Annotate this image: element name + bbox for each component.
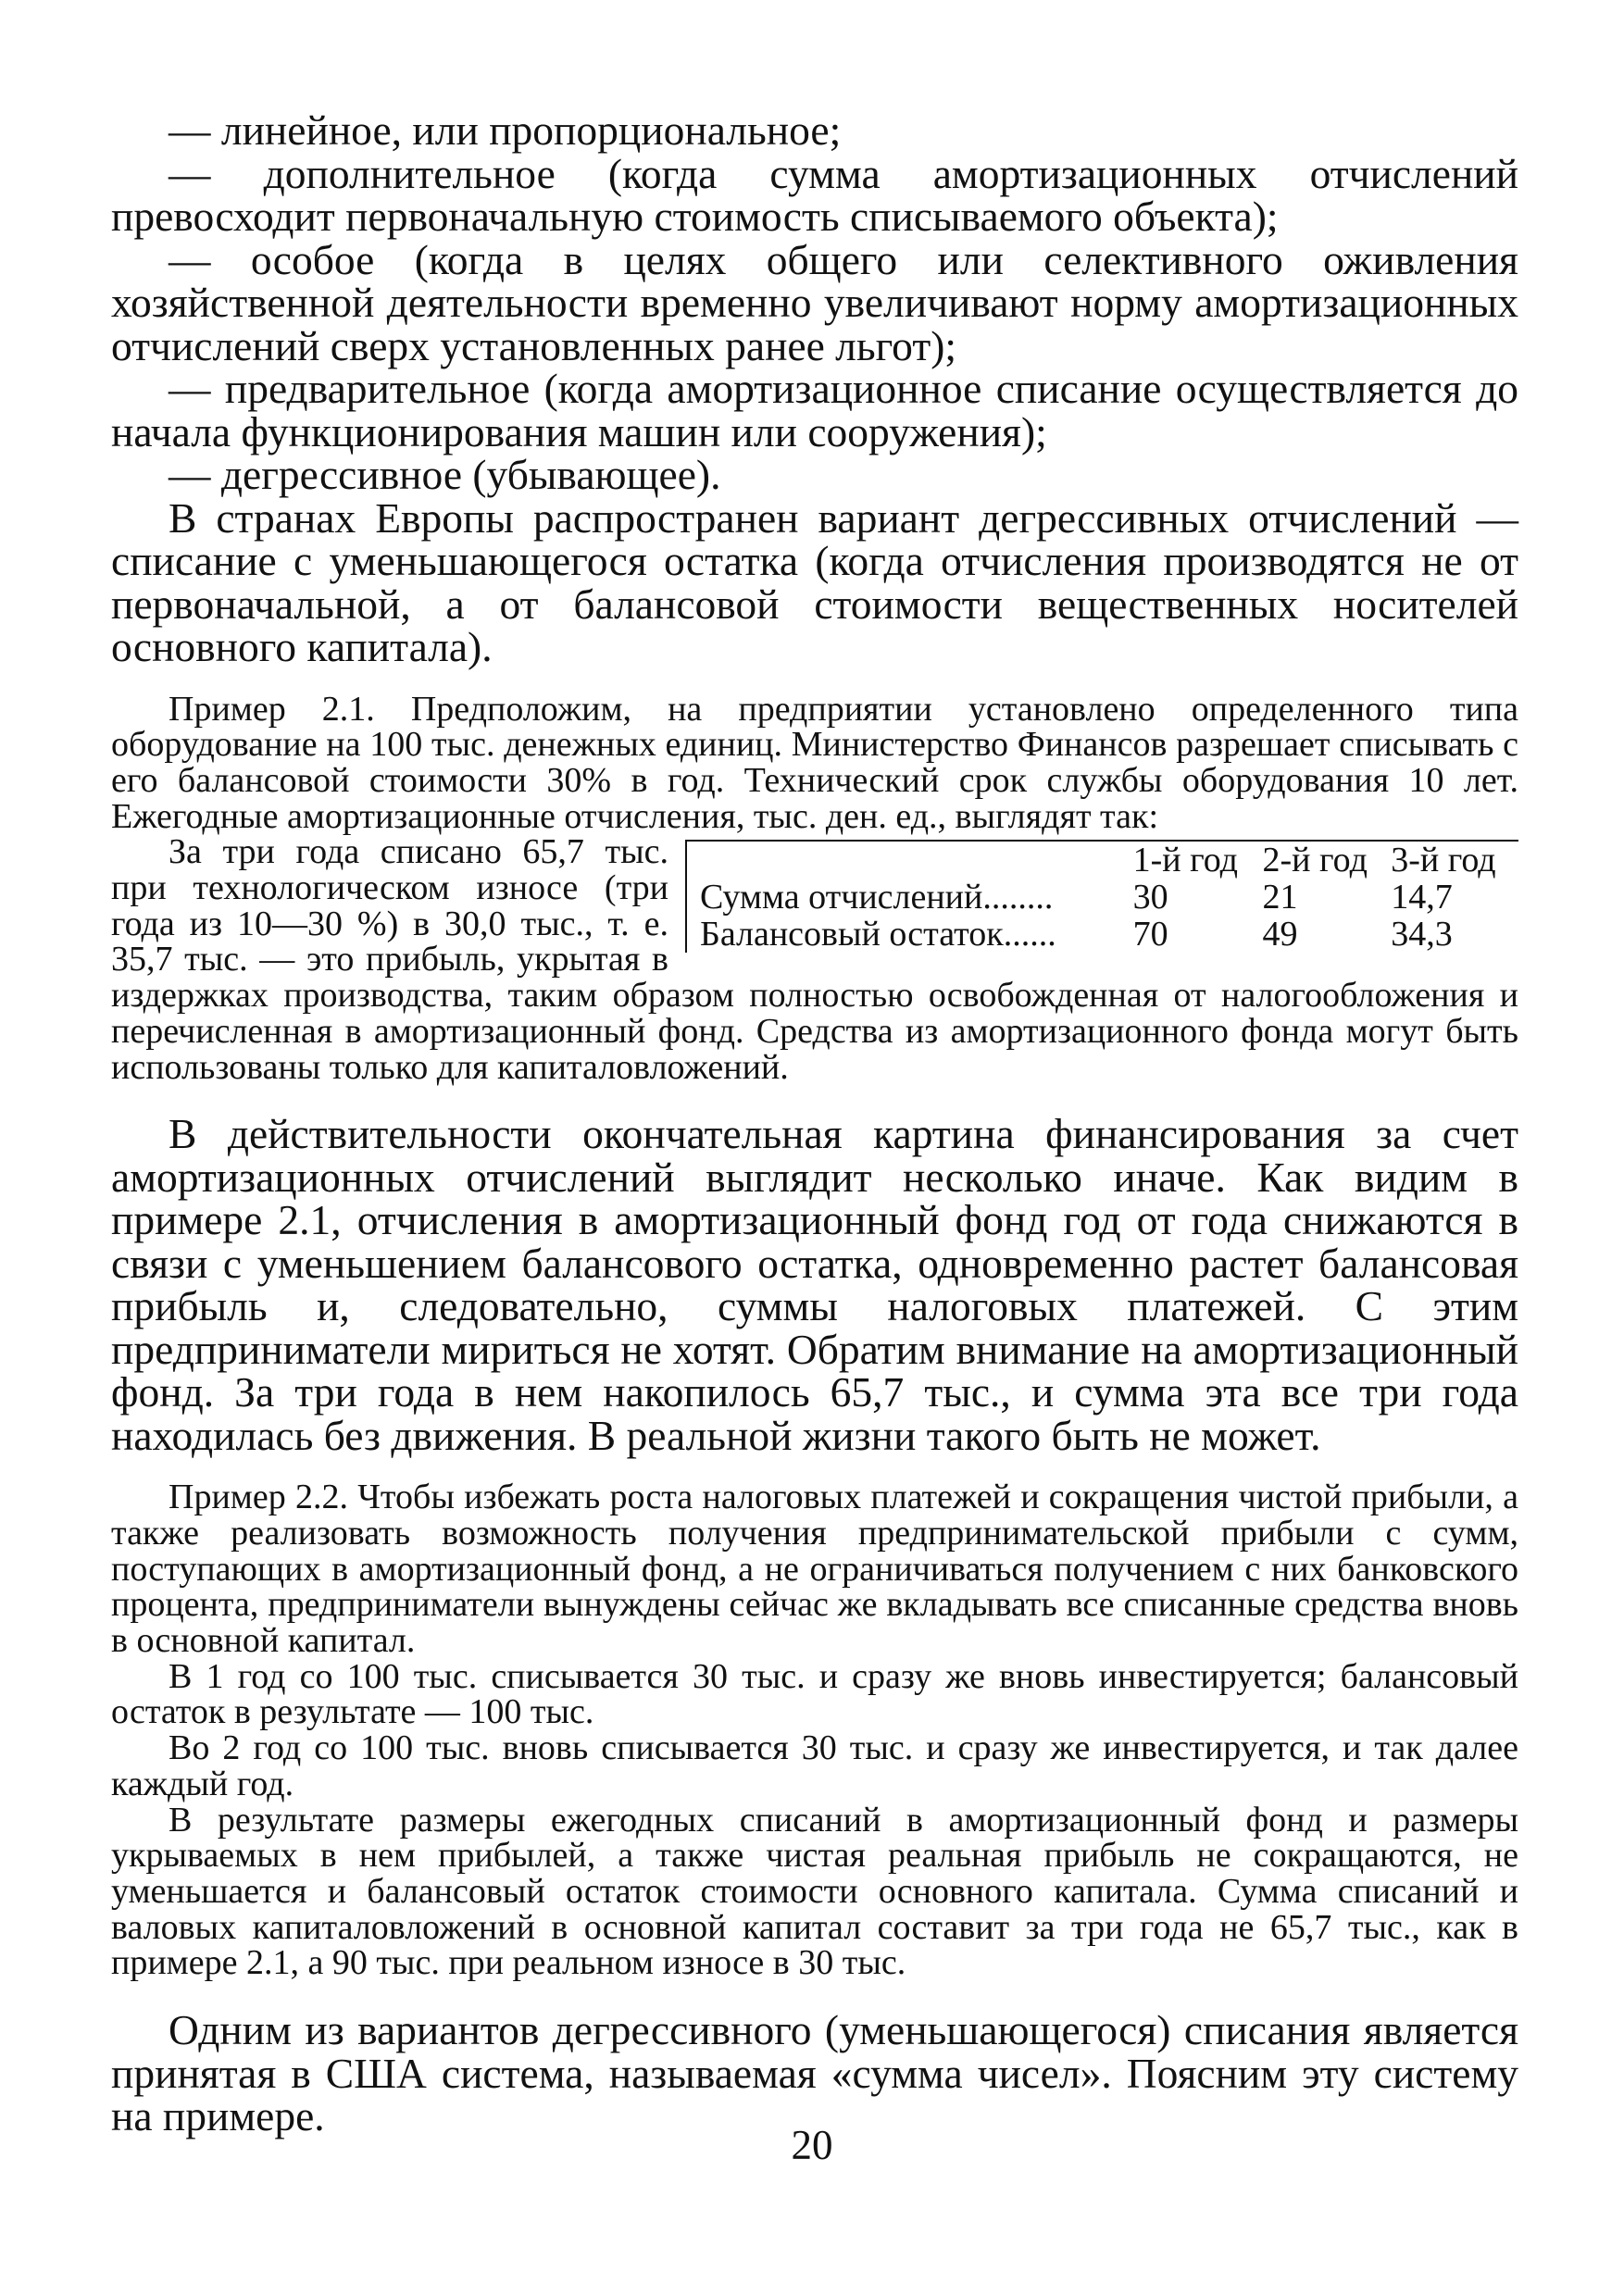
- table-header: 3-й год: [1391, 841, 1496, 880]
- example-2-2: [111, 1479, 1518, 1981]
- row-label: Сумма отчислений........: [686, 879, 1131, 916]
- page-body: [111, 106, 1518, 2140]
- example-2-2-paragraph: Пример 2.2. Чтобы избежать роста налоговых платежей и сокращения чистой прибыли, а также реализовать возможность получения предпринимательской прибыли с сумм, поступающих в амортизационный фонд, а не ограничиваться получением с них банковского процента, предприниматели вынуждены сейчас же вкладывать все списанные средства вновь в основной капитал.: [111, 1478, 1518, 1661]
- table-cell: 70: [1132, 915, 1168, 954]
- example-2-2-paragraph: В 1 год со 100 тыс. списывается 30 тыс. и сразу же вновь инвестируется; балансовый остаток в результате — 100 тыс.: [111, 1656, 1518, 1732]
- page-number: 20: [791, 2122, 833, 2168]
- paragraph-usa: Одним из вариантов дегрессивного (уменьшающегося) списания является принятая в США система, называемая «сумма чисел». Поясним эту систему на примере.: [111, 2006, 1518, 2140]
- table-cell: 30: [1132, 878, 1168, 917]
- table-header: 1-й год: [1132, 841, 1238, 880]
- table-row: [686, 879, 1518, 916]
- paragraph-europe: В странах Европы распространен вариант дегрессивных отчислений — списание с уменьшающегося остатка (когда отчисления производятся не от первоначальной, а от балансовой стоимости вещественных носителей основного капитала).: [111, 493, 1518, 670]
- table-cell: 21: [1262, 878, 1298, 917]
- table-row: [686, 916, 1518, 953]
- table-header-row: [686, 842, 1518, 879]
- list-item: — дополнительное (когда сумма амортизационных отчислений превосходит первоначальную стоимость списываемого объекта);: [111, 149, 1518, 240]
- table-cell: 14,7: [1391, 878, 1453, 917]
- table-cell: 34,3: [1391, 915, 1453, 954]
- section-reality: [111, 1110, 1518, 1459]
- list-item: — предварительное (когда амортизационное списание осуществляется до начала функционирования машин или сооружения);: [111, 365, 1518, 455]
- example-2-1-conclusion: За три года списано 65,7 тыс. при технологическом износе (три года из 10—30 %) в 30,0 тыс., т. е. 35,7 тыс. — это прибыль, укрытая в издержках производства, таким образом полностью освобожденная от налогообложения и перечисленная в амортизационный фонд. Средства из амортизационного фонда могут быть использованы только для капиталовложений.: [111, 832, 1518, 1087]
- depreciation-table: [685, 842, 1518, 953]
- example-2-1-intro: Пример 2.1. Предположим, на предприятии установлено определенного типа оборудование на 100 тыс. денежных единиц. Министерство Финансов разрешает списывать с его балансовой стоимости 30% в год. Технический срок службы оборудования 10 лет. Ежегодные амортизационные отчисления, тыс. ден. ед., выглядят так:: [111, 689, 1518, 836]
- row-label: Балансовый остаток......: [686, 916, 1131, 953]
- example-2-1: [111, 689, 1518, 1087]
- example-2-2-paragraph: Во 2 год со 100 тыс. вновь списывается 30 тыс. и сразу же инвестируется, и так далее каждый год.: [111, 1728, 1518, 1803]
- depreciation-types-list: [111, 106, 1518, 670]
- section-usa: [111, 2006, 1518, 2140]
- list-item: — дегрессивное (убывающее).: [169, 451, 721, 498]
- example-2-2-paragraph: В результате размеры ежегодных списаний в амортизационный фонд и размеры укрываемых в нем прибылей, а также чистая реальная прибыль не сокращаются, не уменьшается и балансовый остаток стоимости основного капитала. Сумма списаний и валовых капиталовложений в основной капитал составит за три года не 65,7 тыс., как в примере 2.1, а 90 тыс. при реальном износе в 30 тыс.: [111, 1800, 1518, 1983]
- table-cell: 49: [1262, 915, 1298, 954]
- list-item: — линейное, или пропорциональное;: [169, 106, 842, 154]
- depreciation-table-wrap: [685, 840, 1518, 953]
- table-header: 2-й год: [1262, 841, 1368, 880]
- list-item: — особое (когда в целях общего или селективного оживления хозяйственной деятельности временно увеличивают норму амортизационных отчислений сверх установленных ранее льгот);: [111, 235, 1518, 369]
- paragraph-reality: В действительности окончательная картина финансирования за счет амортизационных отчислений выглядит несколько иначе. Как видим в примере 2.1, отчисления в амортизационный фонд год от года снижаются в связи с уменьшением балансового остатка, одновременно растет балансовая прибыль и, следовательно, суммы налоговых платежей. С этим предприниматели мириться не хотят. Обратим внимание на амортизационный фонд. За три года в нем накопилось 65,7 тыс., и сумма эта все три года находилась без движения. В реальной жизни такого быть не может.: [111, 1110, 1518, 1459]
